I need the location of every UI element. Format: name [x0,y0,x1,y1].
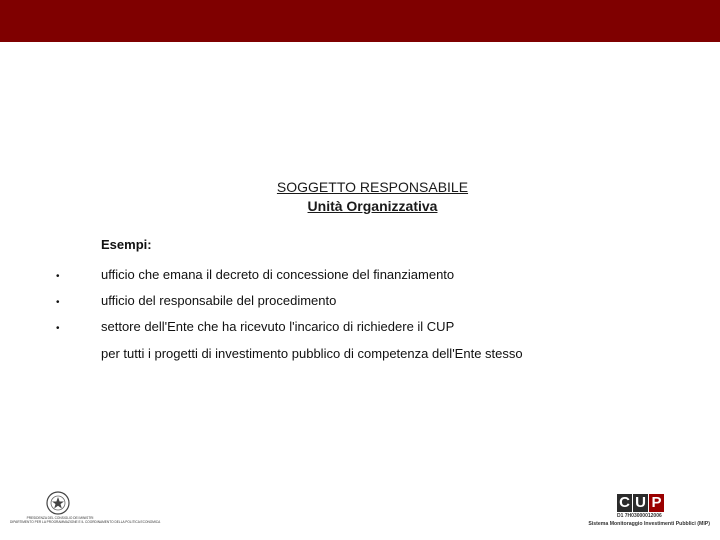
cup-letter-u: U [633,494,648,512]
government-logo-caption [10,516,161,524]
title-line-2: Unità Organizzativa [307,198,438,214]
cup-logo [575,494,715,534]
list-item [56,267,454,282]
caption-line-1: PRESIDENZA DEL CONSIGLIO DEI MINISTRI [26,516,94,520]
list-item-text: ufficio che emana il decreto di concessione del finanziamento [101,267,455,282]
cup-system-name: Sistema Monitoraggio Investimenti Pubblici (MIP) [588,521,710,527]
list-continuation: per tutti i progetti di investimento pubblico di competenza dell'Ente stesso [101,346,523,361]
government-logo [10,490,161,530]
bullet-icon: • [56,297,60,308]
title-line-1: SOGGETTO RESPONSABILE [276,179,469,195]
bullet-icon: • [56,271,60,282]
cup-letter-p: P [649,494,664,512]
republic-emblem-icon [43,490,73,516]
list-item-text: settore dell'Ente che ha ricevuto l'incarico di richiedere il CUP [101,319,455,334]
cup-letter-c: C [617,494,632,512]
cup-code: D1 7H03000012006 [617,513,662,519]
header-bar [0,0,720,42]
cup-letters [617,494,664,512]
list-item [56,319,454,334]
examples-label: Esempi: [101,237,152,252]
slide-title [200,178,545,216]
list-item-text: ufficio del responsabile del procedimento [101,293,337,308]
list-item [56,293,336,308]
bullet-icon: • [56,323,60,334]
caption-line-2: DIPARTIMENTO PER LA PROGRAMMAZIONE E IL COORDINAMENTO DELLA POLITICA ECONOMICA [10,520,161,524]
